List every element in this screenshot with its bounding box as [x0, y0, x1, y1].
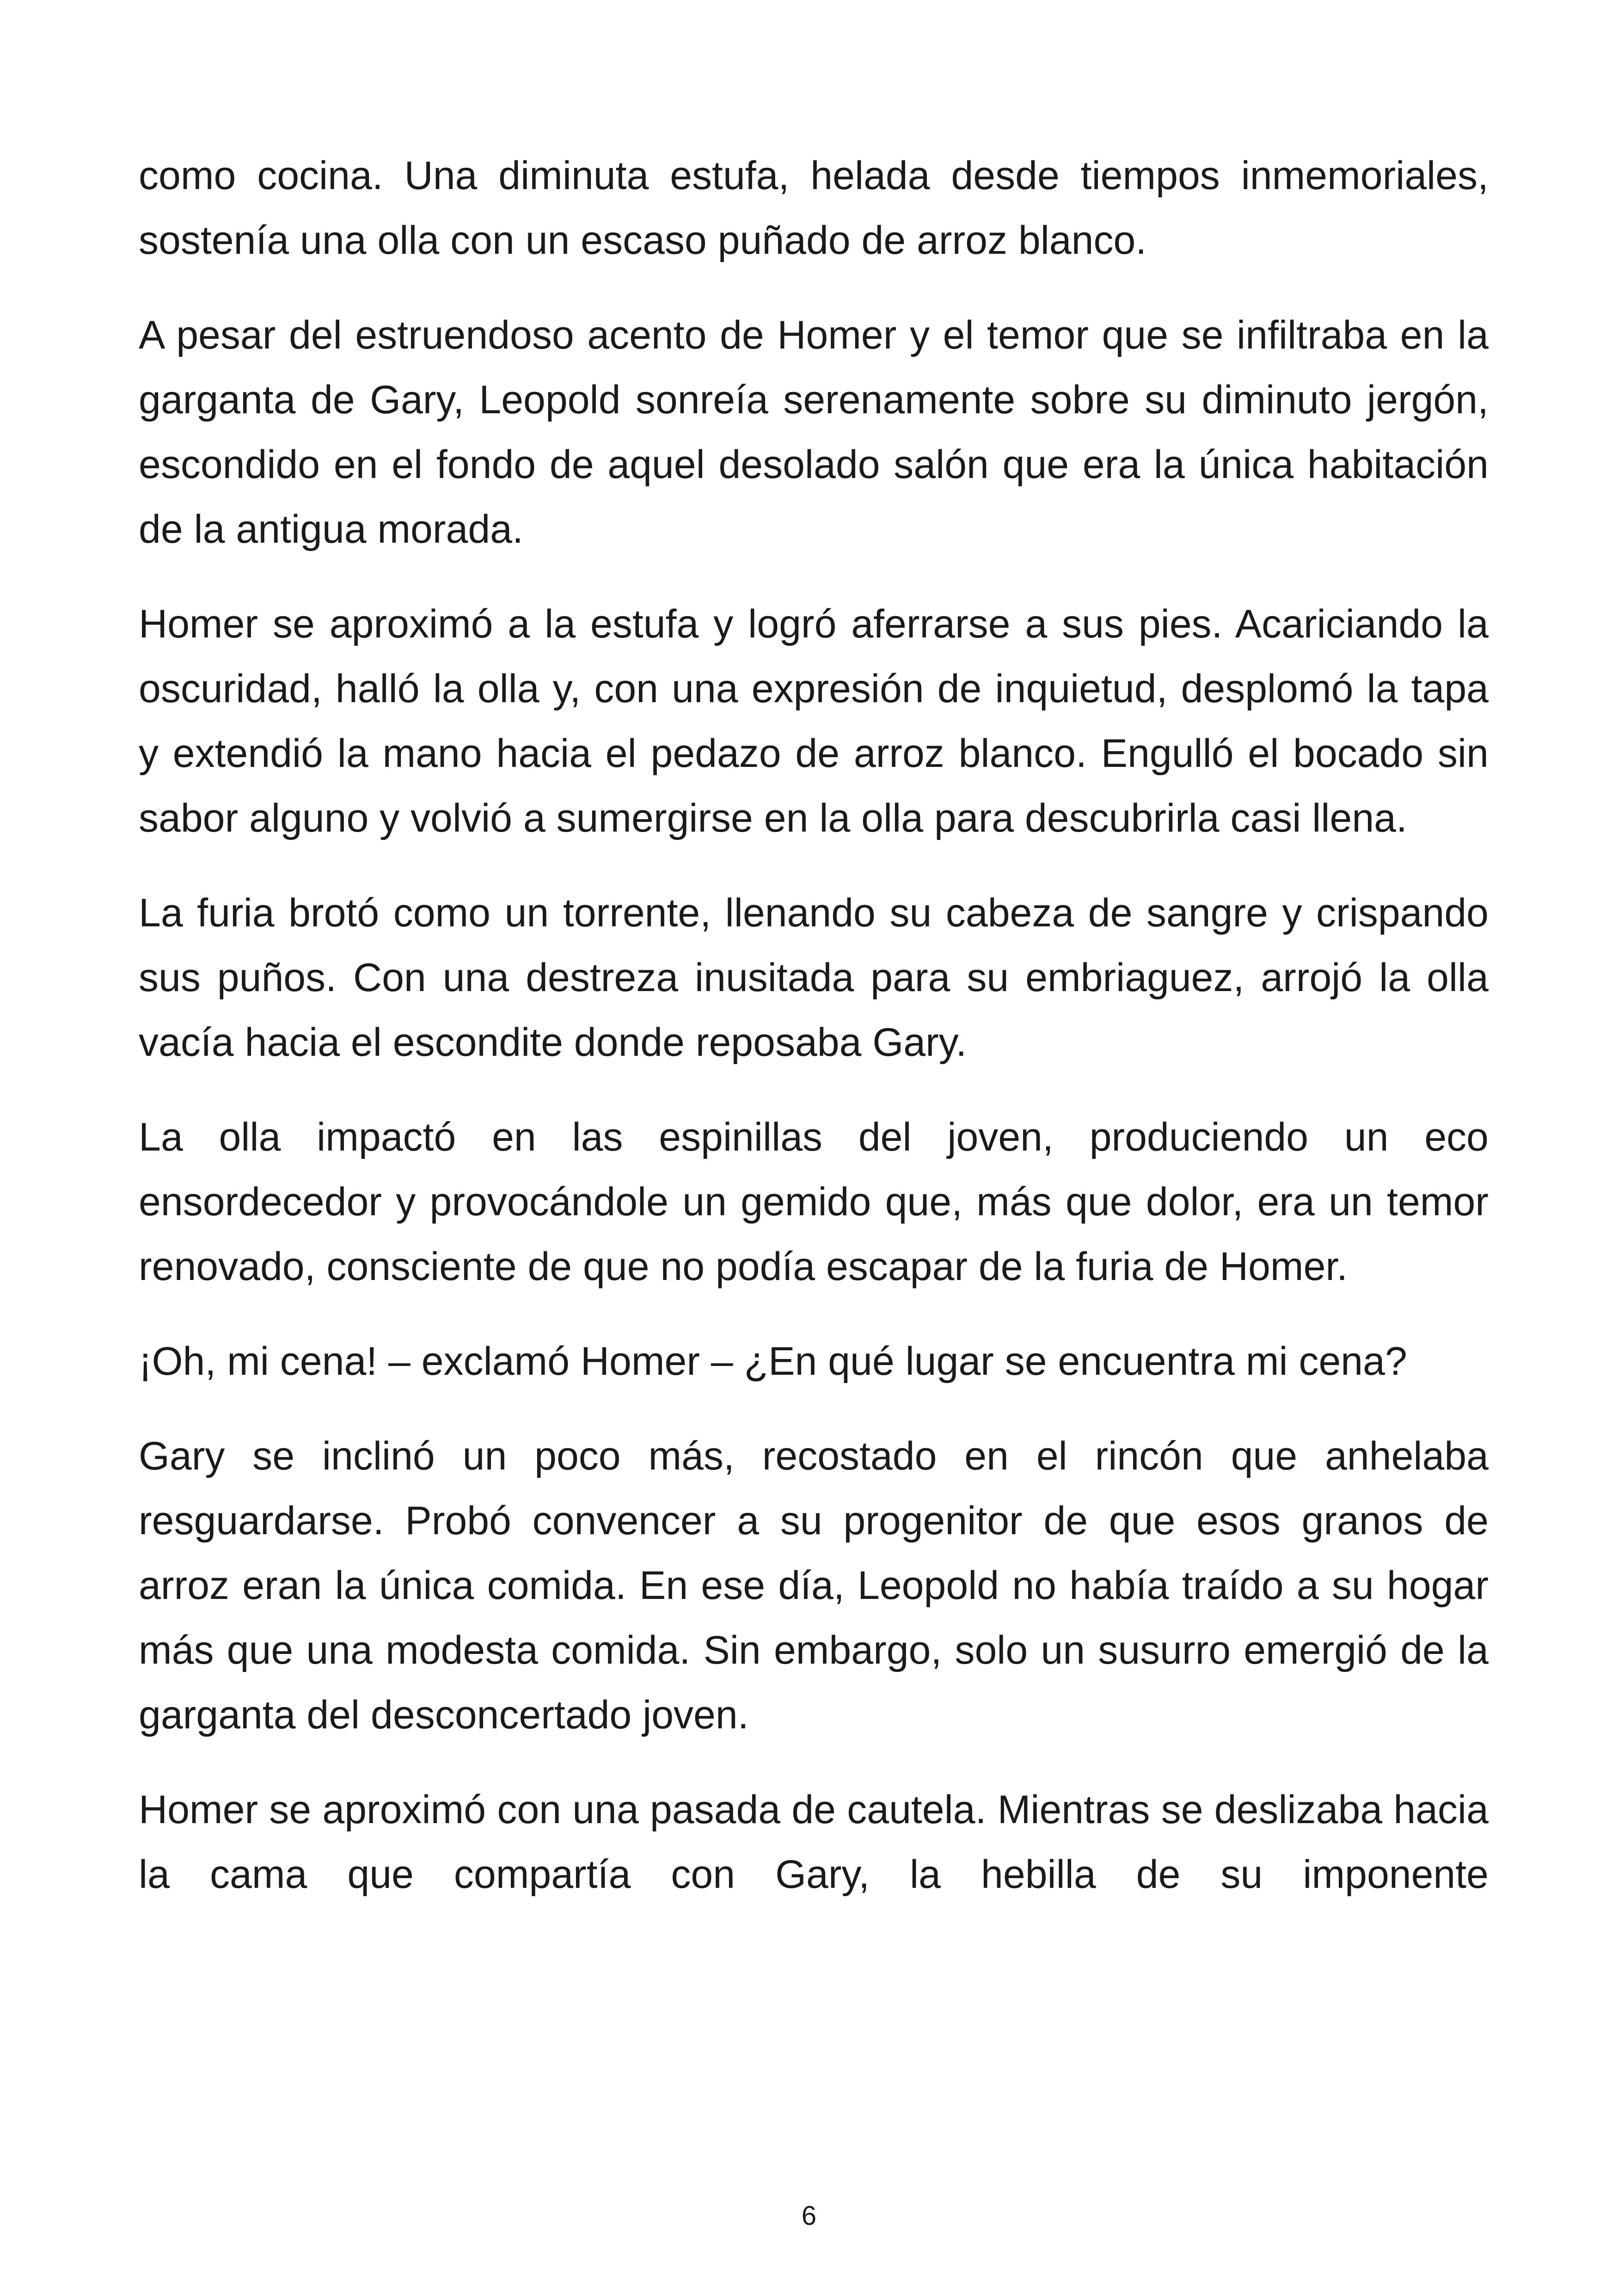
page-number: 6	[801, 2201, 817, 2231]
paragraph-3: Homer se aproximó a la estufa y logró aferrarse a sus pies. Acariciando la oscuridad, halló la olla y, con una expresión de inquietud, desplomó la tapa y extendió la mano hacia el pedazo de arroz blanco. Engulló el bocado sin sabor alguno y volvió a sumergirse en la olla para descubrirla casi llena.	[139, 602, 1489, 840]
paragraph-6: ¡Oh, mi cena! – exclamó Homer – ¿En qué lugar se encuentra mi cena?	[139, 1339, 1407, 1384]
paragraph-2: A pesar del estruendoso acento de Homer y el temor que se infiltraba en la garganta de Gary, Leopold sonreía serenamente sobre su diminuto jergón, escondido en el fondo de aquel desolado salón que era la única habitación de la antigua morada.	[139, 313, 1489, 551]
body-text	[139, 143, 1489, 1937]
paragraph-5: La olla impactó en las espinillas del joven, produciendo un eco ensordecedor y provocándole un gemido que, más que dolor, era un temor renovado, consciente de que no podía escapar de la furia de Homer.	[139, 1115, 1489, 1289]
paragraph-8: Homer se aproximó con una pasada de cautela. Mientras se deslizaba hacia la cama que compartía con Gary, la hebilla de su imponente	[139, 1788, 1489, 1897]
paragraph-1: como cocina. Una diminuta estufa, helada desde tiempos inmemoriales, sostenía una olla con un escaso puñado de arroz blanco.	[139, 153, 1489, 263]
paragraph-4: La furia brotó como un torrente, llenando su cabeza de sangre y crispando sus puños. Con una destreza inusitada para su embriaguez, arrojó la olla vacía hacia el escondite donde reposaba Gary.	[139, 891, 1489, 1065]
paragraph-7: Gary se inclinó un poco más, recostado en el rincón que anhelaba resguardarse. Probó convencer a su progenitor de que esos granos de arroz eran la única comida. En ese día, Leopold no había traído a su hogar más que una modesta comida. Sin embargo, solo un susurro emergió de la garganta del desconcertado joven.	[139, 1434, 1489, 1737]
